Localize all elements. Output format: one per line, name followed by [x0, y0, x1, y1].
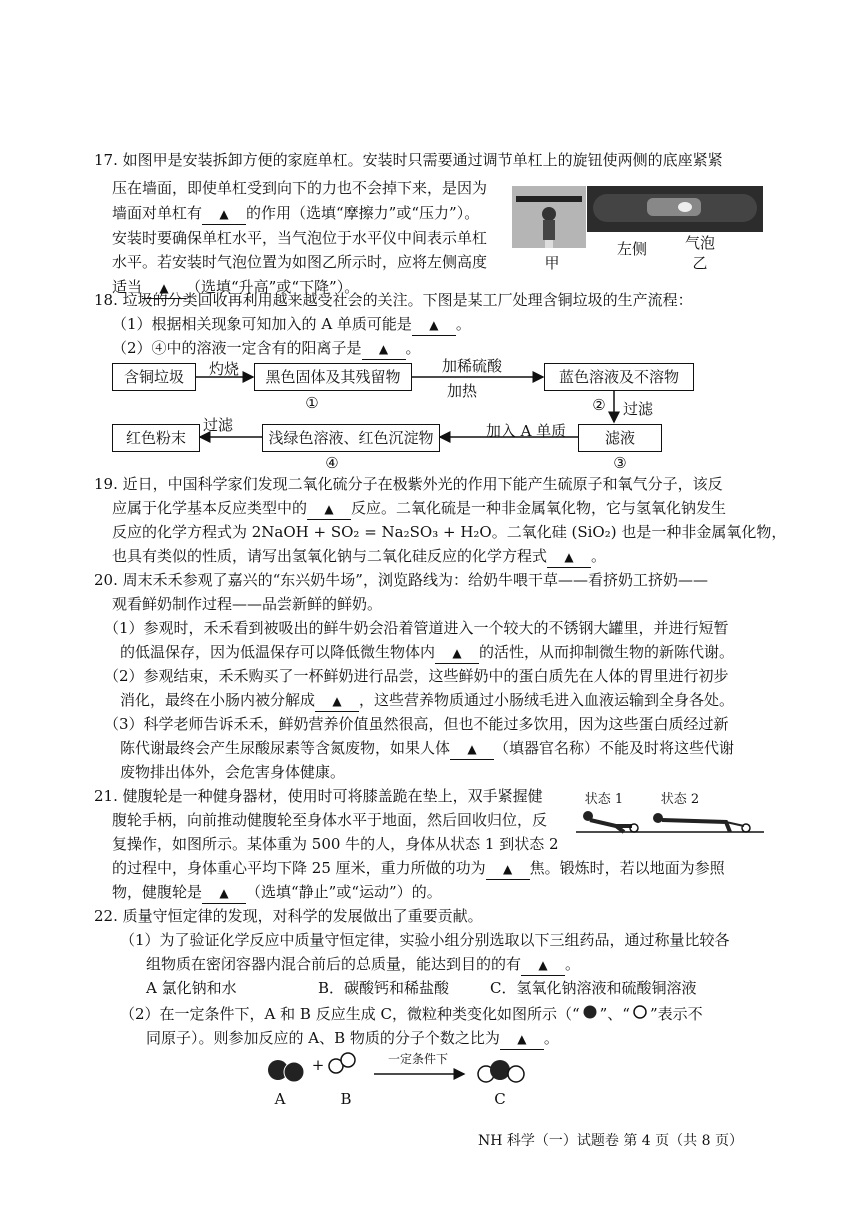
- flow-label-burn: 灼烧: [208, 360, 239, 378]
- flow-step-4: ④: [325, 454, 339, 472]
- flow-step-2: ②: [592, 396, 606, 414]
- q17-line-6: 适当 ▲ （选填“升高”或“下降”）。: [112, 277, 359, 299]
- q20-line-6: 消化，最终在小肠内被分解成 ▲ ，这些营养物质通过小肠绒毛进入血液运输到全身各处。: [120, 690, 734, 712]
- flow-box-black-solid: 黑色固体及其残留物: [254, 363, 412, 391]
- answer-blank: ▲: [202, 203, 246, 225]
- q20-line-3: （1）参观时，禾禾看到被吸出的鲜牛奶会沿着管道进入一个较大的不锈钢大罐里，并进行短暂: [104, 619, 729, 637]
- flow-step-1: ①: [305, 394, 319, 412]
- q18-line-1: 18. 垃圾的分类回收再利用越来越受社会的关注。下图是某工厂处理含铜垃圾的生产流程：: [94, 291, 693, 309]
- q21-line-1: 21. 健腹轮是一种健身器材，使用时可将膝盖跪在垫上，双手紧握健: [94, 787, 543, 805]
- flow-label-heat: 加热: [446, 382, 477, 400]
- q22-line-1: 22. 质量守恒定律的发现，对科学的发展做出了重要贡献。: [94, 907, 483, 925]
- q18-line-3: （2）④中的溶液一定含有的阳离子是 ▲ 。: [112, 338, 421, 360]
- q20-line-2: 观看鲜奶制作过程——品尝新鲜的鲜奶。: [112, 595, 383, 613]
- q17-line-2: 压在墙面，即使单杠受到向下的力也不会掉下来，是因为: [112, 179, 488, 197]
- figure-yi-label: 乙: [692, 254, 708, 272]
- q19-line-2: 应属于化学基本反应类型中的 ▲ 反应。二氧化硫是一种非金属氧化物，它与氢氧化钠发生: [112, 498, 726, 520]
- q20-line-4: 的低温保存，因为低温保存可以降低微生物体内 ▲ 的活性，从而抑制微生物的新陈代谢。: [120, 642, 734, 664]
- flow-box-red-powder: 红色粉末: [112, 424, 200, 452]
- q22-line-2: （1）为了验证化学反应中质量守恒定律，实验小组分别选取以下三组药品，通过称量比较各: [120, 931, 730, 949]
- dark-atom-icon: [580, 1005, 600, 1019]
- flow-box-blue-solution: 蓝色溶液及不溶物: [544, 363, 694, 391]
- answer-blank: ▲: [307, 498, 351, 520]
- q17-line-4: 安装时要确保单杠水平，当气泡位于水平仪中间表示单杠: [112, 229, 488, 247]
- q22-option-c: C．氢氧化钠溶液和硫酸铜溶液: [490, 979, 697, 997]
- answer-blank: ▲: [435, 642, 479, 664]
- answer-blank: ▲: [521, 954, 565, 976]
- q21-line-2: 腹轮手柄，向前推动健腹轮至身体水平于地面，然后回收归位，反: [112, 811, 548, 829]
- answer-blank: ▲: [412, 314, 456, 336]
- q21-line-4: 的过程中，身体重心平均下降 25 厘米，重力所做的功为 ▲ 焦。锻炼时，若以地面为参照: [112, 858, 725, 880]
- q22-option-b: B．碳酸钙和稀盐酸: [318, 979, 450, 997]
- q20-line-1: 20. 周末禾禾参观了嘉兴的“东兴奶牛场”，浏览路线为：给奶牛喂干草——看挤奶工挤奶——: [94, 571, 708, 589]
- answer-blank: ▲: [547, 546, 591, 568]
- q22-line-3: 组物质在密闭容器内混合前后的总质量，能达到目的的有 ▲ 。: [146, 954, 580, 976]
- state-2-label: 状态 2: [660, 792, 700, 807]
- q17-line-1: 17. 如图甲是安装拆卸方便的家庭单杠。安装时只需要通过调节单杠上的旋钮使两侧的底座紧紧: [94, 151, 723, 169]
- figure-jia-label: 甲: [544, 254, 560, 272]
- state-1-label: 状态 1: [584, 792, 624, 807]
- answer-blank: ▲: [486, 858, 530, 880]
- q20-line-5: （2）参观结束，禾禾购买了一杯鲜奶进行品尝，这些鲜奶中的蛋白质先在人体的胃里进行初步: [104, 667, 729, 685]
- page-footer: NH 科学（一）试题卷 第 4 页（共 8 页）: [478, 1133, 743, 1149]
- q20-line-7: （3）科学老师告诉禾禾，鲜奶营养价值虽然很高，但也不能过多饮用，因为这些蛋白质经过新: [104, 715, 729, 733]
- figure-yi-left-label: 左侧: [616, 240, 647, 258]
- q21-line-3: 复操作，如图所示。某体重为 500 牛的人，身体从状态 1 到状态 2: [112, 835, 559, 853]
- flow-box-filtrate: 滤液: [578, 424, 662, 452]
- flow-box-green-solution: 浅绿色溶液、红色沉淀物: [262, 424, 440, 452]
- flow-arrows: [0, 0, 860, 480]
- q19-line-4: 也具有类似的性质，请写出氢氧化钠与二氧化硅反应的化学方程式 ▲ 。: [112, 546, 606, 568]
- q21-line-5: 物，健腹轮是 ▲ （选填“静止”或“运动”）的。: [112, 882, 442, 904]
- q22-option-a: A 氯化钠和水: [146, 979, 237, 997]
- light-atom-icon: [630, 1005, 650, 1019]
- q20-line-9: 废物排出体外，会危害身体健康。: [120, 763, 346, 781]
- answer-blank: ▲: [362, 338, 406, 360]
- ab-wheel-figure: [576, 806, 764, 836]
- figure-yi-bubble-label: 气泡: [684, 234, 715, 252]
- label-c: C: [494, 1090, 506, 1108]
- q20-line-8: 陈代谢最终会产生尿酸尿素等含氮废物，如果人体 ▲ （填器官名称）不能及时将这些代谢: [120, 738, 734, 760]
- q19-line-1: 19. 近日，中国科学家们发现二氧化硫分子在极紫外光的作用下能产生硫原子和氧气分子，该反: [94, 475, 723, 493]
- label-b: B: [340, 1090, 352, 1108]
- q17-line-5: 水平。若安装时气泡位置为如图乙所示时，应将左侧高度: [112, 253, 488, 271]
- q22-line-4: （2）在一定条件下，A 和 B 反应生成 C，微粒种类变化如图所示（“ ”、“ ”表示不: [120, 1005, 703, 1023]
- answer-blank: ▲: [500, 1028, 544, 1050]
- answer-blank: ▲: [142, 277, 186, 299]
- answer-blank: ▲: [450, 738, 494, 760]
- q17-line-3: 墙面对单杠有 ▲ 的作用（选填“摩擦力”或“压力”）。: [112, 203, 479, 225]
- label-a: A: [274, 1090, 286, 1108]
- plus-sign: +: [311, 1056, 325, 1074]
- q18-line-2: （1）根据相关现象可知加入的 A 单质可能是 ▲ 。: [112, 314, 471, 336]
- flow-step-3: ③: [613, 454, 627, 472]
- answer-blank: ▲: [202, 882, 246, 904]
- flow-label-filter-2: 过滤: [202, 416, 233, 434]
- answer-blank: ▲: [315, 690, 359, 712]
- flow-box-copper-waste: 含铜垃圾: [112, 363, 196, 391]
- reaction-condition: 一定条件下: [387, 1052, 448, 1066]
- flow-label-filter-1: 过滤: [622, 400, 653, 418]
- flow-label-acid: 加稀硫酸: [441, 357, 502, 375]
- q22-line-5: 同原子）。则参加反应的 A、B 物质的分子个数之比为 ▲ 。: [146, 1028, 559, 1050]
- flow-label-add-a: 加入 A 单质: [485, 422, 567, 440]
- q19-line-3: 反应的化学方程式为 2NaOH + SO₂ = Na₂SO₃ + H₂O。二氧化硅 (SiO₂) 也是一种非金属氧化物，: [112, 523, 787, 541]
